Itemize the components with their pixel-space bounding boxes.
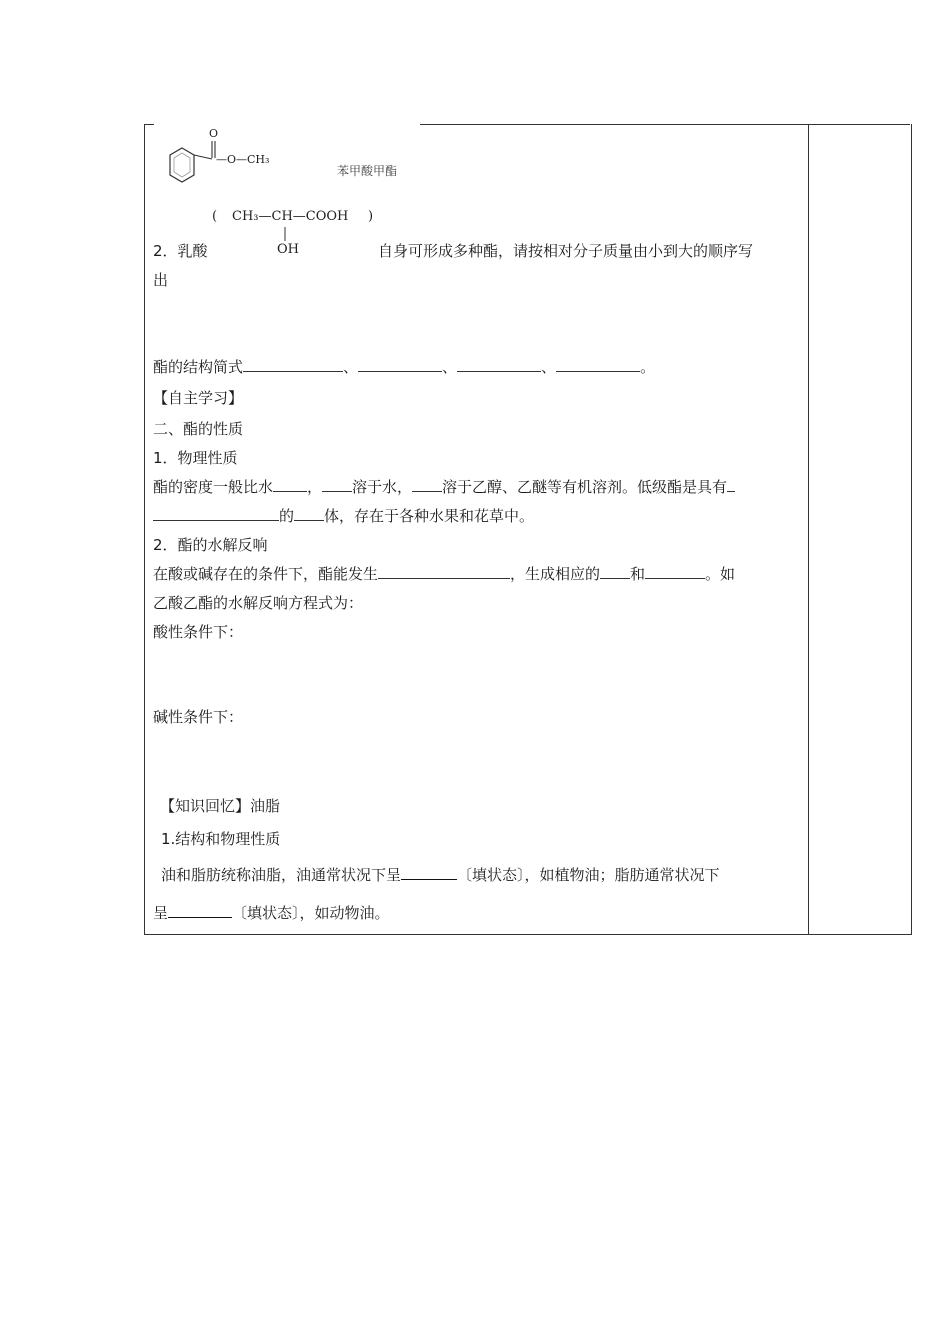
odor-blank[interactable] xyxy=(153,506,279,521)
lactic-oh-bond xyxy=(283,227,287,241)
physical-properties-line-1: 酯的密度一般比水 ， 溶于水， 溶于乙醇、乙醚等有机溶剂。低级酯是具有 xyxy=(153,477,735,497)
acid-condition-label: 酸性条件下： xyxy=(153,623,244,641)
density-blank[interactable] xyxy=(273,477,307,492)
answer-blank-3[interactable] xyxy=(457,357,541,372)
recall-subheading: 1.结构和物理性质 xyxy=(161,830,281,848)
ester-formula-answers: 酯的结构简式 、 、 、 。 xyxy=(153,358,656,376)
hydrolysis-line-2: 乙酸乙酯的水解反响方程式为： xyxy=(153,594,364,612)
answers-label: 酯的结构简式 xyxy=(153,358,244,376)
product-blank-2[interactable] xyxy=(645,564,705,579)
table-top-border xyxy=(144,124,154,125)
answer-blank-4[interactable] xyxy=(556,357,640,372)
question-2-wrap: 出 xyxy=(153,271,169,289)
benzene-inner-ring xyxy=(174,153,190,177)
organic-solubility-blank[interactable] xyxy=(412,477,442,492)
ester-name-caption: 苯甲酸甲酯 xyxy=(337,164,398,178)
oils-fats-line-2: 呈 〔填状态〕，如动物油。 xyxy=(153,904,390,922)
answer-blank-1[interactable] xyxy=(243,357,343,372)
question-2-text: 自身可形成多种酯，请按相对分子质量由小到大的顺序写 xyxy=(378,242,754,260)
hydrolysis-heading: 2．酯的水解反响 xyxy=(153,536,268,554)
section-heading-ester-properties: 二、酯的性质 xyxy=(153,420,244,438)
recall-heading: 【知识回忆】油脂 xyxy=(160,797,281,815)
section-heading-self-study: 【自主学习】 xyxy=(153,389,244,407)
oil-state-blank[interactable] xyxy=(401,865,457,880)
lactic-acid-formula: CH₃—CH—COOH xyxy=(232,209,349,224)
reaction-type-blank[interactable] xyxy=(378,564,510,579)
table-column-divider xyxy=(808,124,809,934)
odor-blank-start[interactable] xyxy=(727,477,735,492)
question-2-line xyxy=(153,241,208,261)
state-blank[interactable] xyxy=(294,506,324,521)
oils-fats-line-1: 油和脂肪统称油脂，油通常状况下呈 〔填状态〕，如植物油；脂肪通常状况下 xyxy=(161,866,720,884)
answer-blank-2[interactable] xyxy=(358,357,442,372)
ring-to-carbonyl-bond xyxy=(194,155,212,159)
physical-properties-line-2: 的 体，存在于各种水果和花草中。 xyxy=(153,506,534,526)
lactic-close-paren: ) xyxy=(368,209,374,224)
physical-properties-heading: 1．物理性质 xyxy=(153,449,238,467)
carbonyl-oxygen-label: O xyxy=(209,127,219,140)
lactic-oh-label: OH xyxy=(277,242,299,257)
question-2-number: 2．乳酸 xyxy=(153,242,208,260)
water-solubility-blank[interactable] xyxy=(322,477,352,492)
product-blank-1[interactable] xyxy=(600,564,630,579)
fat-state-blank[interactable] xyxy=(168,903,232,918)
base-condition-label: 碱性条件下： xyxy=(153,708,244,726)
hydrolysis-line-1: 在酸或碱存在的条件下，酯能发生 ，生成相应的 和 。如 xyxy=(153,565,736,583)
lactic-open-paren: ( xyxy=(212,209,218,224)
ester-link-formula: —O—CH₃ xyxy=(216,153,270,166)
table-top-border xyxy=(420,124,910,125)
